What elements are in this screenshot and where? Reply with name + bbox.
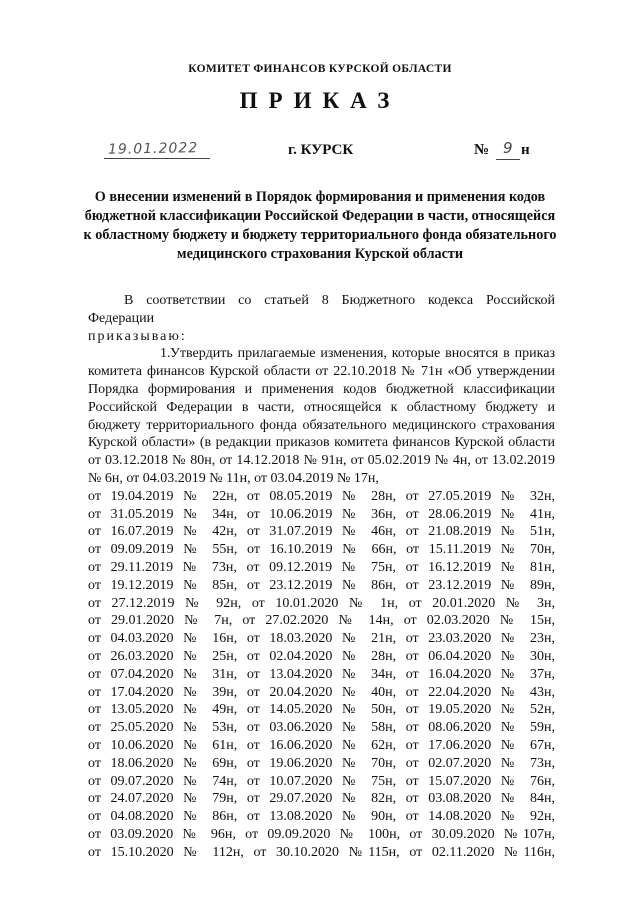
amendment-line: от 31.05.2019 № 34н, от 10.06.2019 № 36н, от 28.06.2019 № 41н, [88,506,555,522]
item-number: 1. [160,346,171,362]
order-subject: О внесении изменений в Порядок формирования и применения кодов бюджетной классификации Российской Федерации в части, относящейся к областному бюджету и бюджету территориального фонда обязательного медицинского страхования Курской области [83,189,557,262]
amendment-line: от 25.05.2020 № 53н, от 03.06.2020 № 58н, от 08.06.2020 № 59н, [88,720,555,736]
amendment-line: от 16.07.2019 № 42н, от 31.07.2019 № 46н, от 21.08.2019 № 51н, [88,524,555,540]
amendment-line: от 19.04.2019 № 22н, от 08.05.2019 № 28н, от 27.05.2019 № 32н, [88,488,555,504]
committee-name: КОМИТЕТ ФИНАНСОВ КУРСКОЙ ОБЛАСТИ [188,63,452,75]
amendment-line: от 18.06.2020 № 69н, от 19.06.2020 № 70н, от 02.07.2020 № 73н, [88,755,555,771]
number-suffix: н [521,142,530,158]
amendment-line: от 07.04.2020 № 31н, от 13.04.2020 № 34н, от 16.04.2020 № 37н, [88,666,555,682]
city-label: г. КУРСК [288,142,354,158]
amendment-line: от 27.12.2019 № 92н, от 10.01.2020 № 1н, от 20.01.2020 № 3н, [88,595,555,611]
amendment-line: от 09.07.2020 № 74н, от 10.07.2020 № 75н, от 15.07.2020 № 76н, [88,773,555,789]
item-text: Утвердить прилагаемые изменения, которые вносятся в приказ комитета финансов Курской области от 22.10.2018 № 71н «Об утверждении Порядка формирования и применения кодов бюджетной классификации Российской Федерации в части, относящейся к областному бюджету и бюджету территориального фонда обязательного медицинского страхования Курской области» (в редакции приказов комитета финансов Курской области от 03.12.2018 № 80н, от 14.12.2018 № 91н, от 05.02.2019 № 4н, от 13.02.2019 № 6н, от 04.03.2019 № 11н, от 03.04.2019 № 17н, [88,346,555,486]
amendment-line: от 24.07.2020 № 79н, от 29.07.2020 № 82н, от 03.08.2020 № 84н, [88,791,555,807]
amendment-line: от 15.10.2020 № 112н, от 30.10.2020 №115н, от 02.11.2020 №116н, [88,844,555,860]
number-sign: № [474,142,490,158]
amendment-line: от 17.04.2020 № 39н, от 20.04.2020 № 40н, от 22.04.2020 № 43н, [88,684,555,700]
amendment-line: от 26.03.2020 № 25н, от 02.04.2020 № 28н, от 06.04.2020 № 30н, [88,648,555,664]
amendment-line: от 10.06.2020 № 61н, от 16.06.2020 № 62н, от 17.06.2020 № 67н, [88,737,555,753]
amendment-list [88,488,555,862]
intro-line [88,292,555,328]
amendment-line: от 29.11.2019 № 73н, от 09.12.2019 № 75н, от 16.12.2019 № 81н, [88,559,555,575]
order-command: приказываю: [88,328,187,344]
intro-line-2 [88,328,555,346]
document-title: ПРИКАЗ [239,88,401,113]
number-underline [496,159,520,160]
amendment-line: от 19.12.2019 № 85н, от 23.12.2019 № 86н, от 23.12.2019 № 89н, [88,577,555,593]
amendment-line: от 03.09.2020 № 96н, от 09.09.2020 № 100н, от 30.09.2020 №107н, [88,826,555,842]
item-1 [88,345,555,487]
amendment-line: от 13.05.2020 № 49н, от 14.05.2020 № 50н, от 19.05.2020 № 52н, [88,702,555,718]
handwritten-number: 9 [503,139,513,157]
order-body [88,292,555,862]
intro-text: В соответствии со статьей 8 Бюджетного кодекса Российской Федерации [88,293,555,326]
amendment-line: от 04.08.2020 № 86н, от 13.08.2020 № 90н, от 14.08.2020 № 92н, [88,809,555,825]
amendment-line: от 29.01.2020 № 7н, от 27.02.2020 № 14н, от 02.03.2020 № 15н, [88,613,555,629]
handwritten-date: 19.01.2022 [107,140,199,158]
amendment-line: от 09.09.2019 № 55н, от 16.10.2019 № 66н, от 15.11.2019 № 70н, [88,542,555,558]
date-underline [104,158,210,159]
amendment-line: от 04.03.2020 № 16н, от 18.03.2020 № 21н, от 23.03.2020 № 23н, [88,631,555,647]
